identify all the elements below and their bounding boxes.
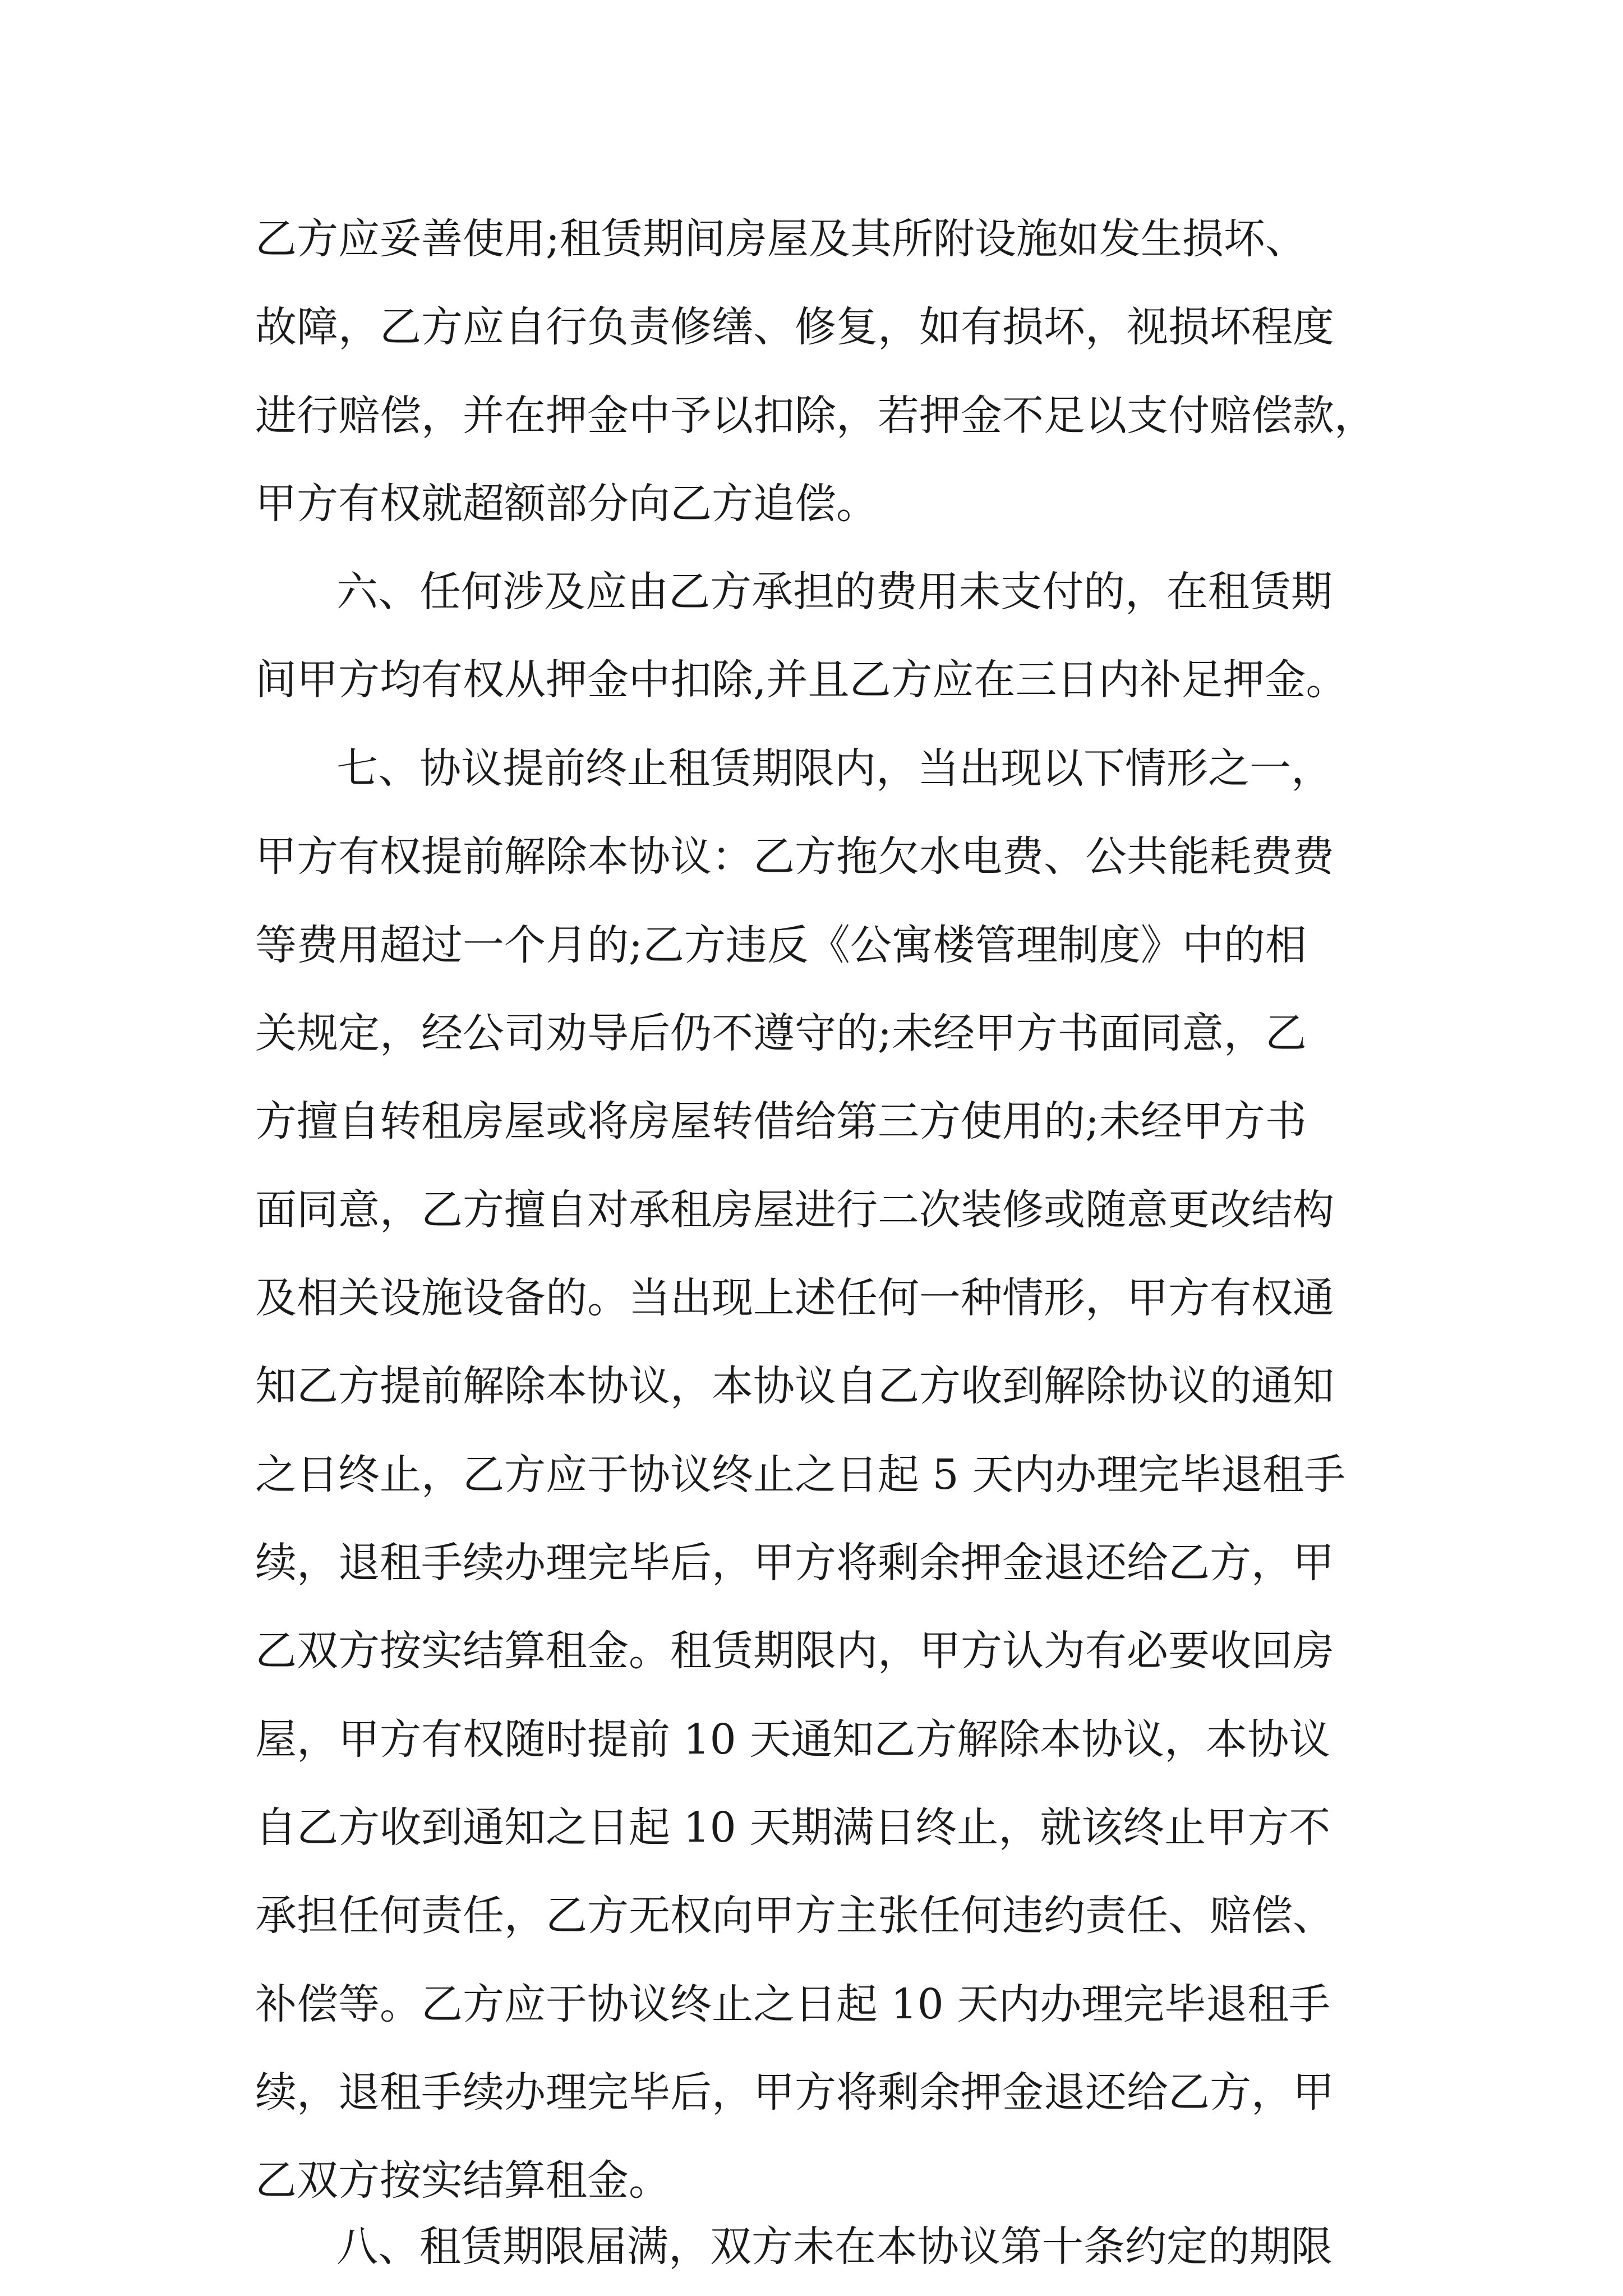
text-line: 间甲方均有权从押金中扣除,并且乙方应在三日内补足押金。	[255, 656, 1348, 704]
text-line: 等费用超过一个月的;乙方违反《公寓楼管理制度》中的相	[255, 921, 1307, 969]
text-line: 乙双方按实结算租金。	[255, 2156, 670, 2205]
text-line: 及相关设施设备的。当出现上述任何一种情形，甲方有权通	[255, 1274, 1334, 1322]
text-line: 故障，乙方应自行负责修缮、修复，如有损坏，视损坏程度	[255, 303, 1334, 351]
text-line: 甲方有权就超额部分向乙方追偿。	[255, 480, 878, 528]
text-line: 乙双方按实结算租金。租赁期限内，甲方认为有必要收回房	[255, 1627, 1334, 1675]
text-line: 自乙方收到通知之日起 10 天期满日终止，就该终止甲方不	[255, 1803, 1331, 1852]
text-line: 屋，甲方有权随时提前 10 天通知乙方解除本协议，本协议	[255, 1715, 1331, 1764]
text-line: 补偿等。乙方应于协议终止之日起 10 天内办理完毕退租手	[255, 1980, 1331, 2028]
text-line: 关规定，经公司劝导后仍不遵守的;未经甲方书面同意，乙	[255, 1009, 1307, 1057]
paragraph-seven-start: 七、协议提前终止租赁期限内，当出现以下情形之一，	[336, 744, 1332, 793]
paragraph-eight-start: 八、租赁期限届满，双方未在本协议第十条约定的期限	[336, 2223, 1332, 2271]
text-line: 知乙方提前解除本协议，本协议自乙方收到解除协议的通知	[255, 1362, 1334, 1410]
text-line: 续，退租手续办理完毕后，甲方将剩余押金退还给乙方，甲	[255, 2068, 1334, 2116]
text-line: 乙方应妥善使用;租赁期间房屋及其所附设施如发生损坏、	[255, 215, 1307, 263]
text-line: 方擅自转租房屋或将房屋转借给第三方使用的;未经甲方书	[255, 1097, 1307, 1145]
text-line: 甲方有权提前解除本协议：乙方拖欠水电费、公共能耗费费	[255, 832, 1334, 881]
paragraph-six-start: 六、任何涉及应由乙方承担的费用未支付的，在租赁期	[336, 568, 1332, 616]
text-line: 面同意，乙方擅自对承租房屋进行二次装修或随意更改结构	[255, 1186, 1334, 1234]
text-line: 承担任何责任，乙方无权向甲方主张任何违约责任、赔偿、	[255, 1892, 1334, 1940]
text-line: 进行赔偿，并在押金中予以扣除，若押金不足以支付赔偿款，	[255, 392, 1376, 440]
text-line: 续，退租手续办理完毕后，甲方将剩余押金退还给乙方，甲	[255, 1539, 1334, 1587]
text-line: 之日终止，乙方应于协议终止之日起 5 天内办理完毕退租手	[255, 1451, 1346, 1499]
